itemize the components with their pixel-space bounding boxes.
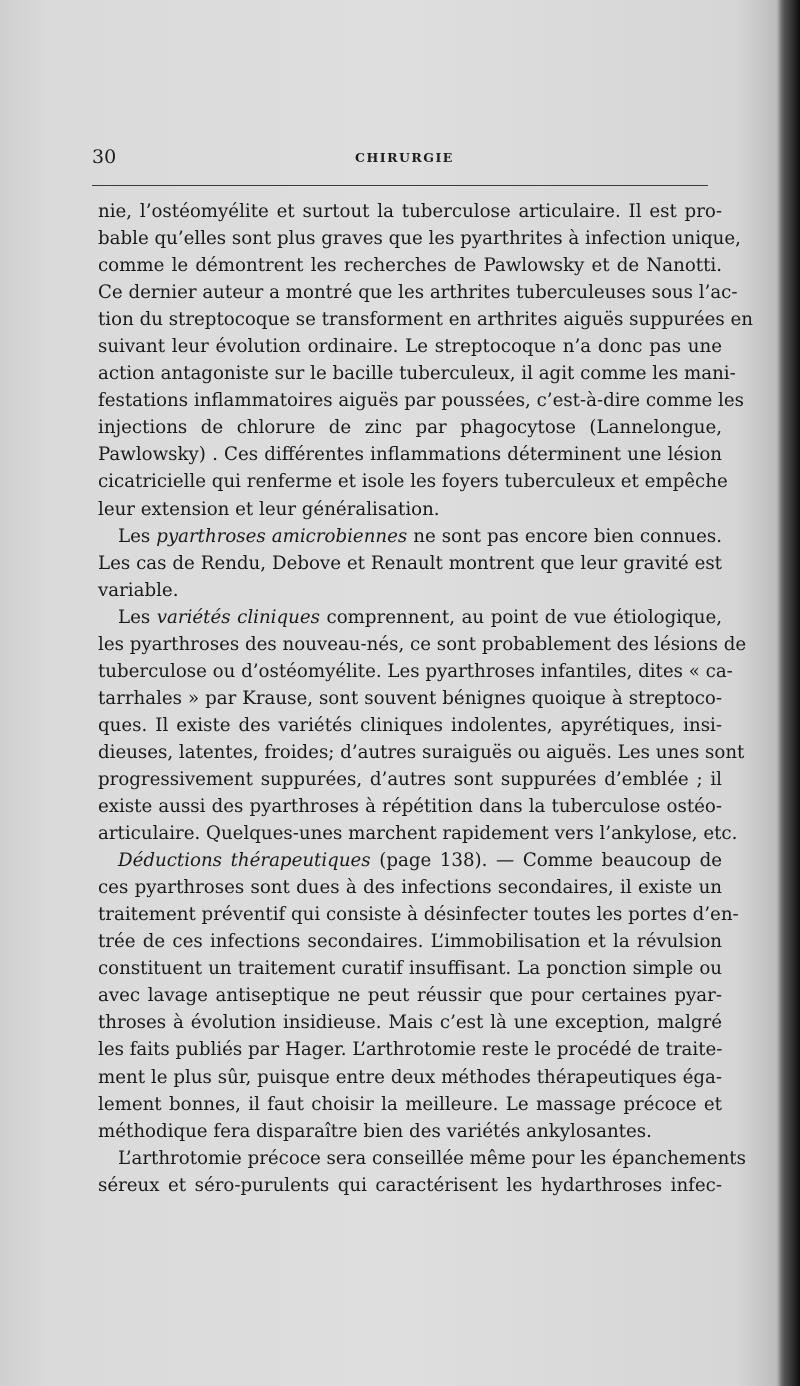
text-line bbox=[98, 604, 722, 631]
running-head: CHIRURGIE bbox=[355, 150, 454, 165]
text-segment: Les bbox=[118, 606, 157, 628]
text-line: Ce dernier auteur a montré que les arthrites tuberculeuses sous l’ac- bbox=[98, 282, 738, 304]
page-number: 30 bbox=[92, 146, 117, 168]
text-line: constituent un traitement curatif insuffisant. La ponction simple ou bbox=[98, 958, 722, 980]
text-line: dieuses, latentes, froides; d’autres suraiguës ou aiguës. Les unes sont bbox=[98, 741, 745, 763]
text-line: tarrhales » par Krause, sont souvent bénignes quoique à streptoco- bbox=[98, 687, 722, 709]
text-segment: (page 138). — Comme beaucoup de bbox=[370, 850, 723, 872]
text-line: action antagoniste sur le bacille tuberculeux, il agit comme les mani- bbox=[98, 363, 736, 385]
text-line: festations inflammatoires aiguës par poussées, c’est-à-dire comme les bbox=[98, 390, 744, 412]
book-spine-shadow bbox=[778, 0, 800, 1386]
text-line: séreux et séro-purulents qui caractérisent les hydarthroses infec- bbox=[98, 1174, 722, 1196]
text-line: L’arthrotomie précoce sera conseillée même pour les épanchements bbox=[118, 1147, 746, 1169]
text-line: bable qu’elles sont plus graves que les pyarthrites à infection unique, bbox=[98, 228, 741, 250]
text-line: les faits publiés par Hager. L’arthrotomie reste le procédé de traite- bbox=[98, 1039, 723, 1061]
text-line: Les cas de Rendu, Debove et Renault montrent que leur gravité est bbox=[98, 552, 722, 574]
text-line: throses à évolution insidieuse. Mais c’est là une exception, malgré bbox=[98, 1012, 722, 1034]
text-line: ques. Il existe des variétés cliniques indolentes, apyrétiques, insi- bbox=[98, 714, 722, 736]
text-line: articulaire. Quelques-unes marchent rapidement vers l’ankylose, etc. bbox=[98, 823, 738, 845]
italic-term: Déductions thérapeutiques bbox=[118, 850, 371, 872]
italic-term: variétés cliniques bbox=[156, 606, 320, 628]
text-segment: ne sont pas encore bien connues. bbox=[407, 525, 722, 547]
text-line bbox=[98, 523, 722, 550]
text-line: méthodique fera disparaître bien des variétés ankylosantes. bbox=[98, 1120, 652, 1142]
text-line: comme le démontrent les recherches de Pawlowsky et de Nanotti. bbox=[98, 255, 722, 277]
text-line: leur extension et leur généralisation. bbox=[98, 498, 440, 520]
text-line: progressivement suppurées, d’autres sont suppurées d’emblée ; il bbox=[98, 768, 722, 790]
text-line: injections de chlorure de zinc par phagocytose (Lannelongue, bbox=[98, 417, 722, 439]
text-line: ces pyarthroses sont dues à des infections secondaires, il existe un bbox=[98, 877, 722, 899]
page-header bbox=[92, 144, 712, 174]
text-line bbox=[98, 847, 722, 874]
header-rule bbox=[92, 185, 708, 186]
italic-term: pyarthroses amicrobiennes bbox=[156, 525, 408, 547]
text-segment: comprennent, au point de vue étiologique, bbox=[319, 606, 722, 628]
text-line: les pyarthroses des nouveau-nés, ce sont probablement des lésions de bbox=[98, 633, 747, 655]
text-line: existe aussi des pyarthroses à répétition dans la tuberculose ostéo- bbox=[98, 796, 722, 818]
text-line: lement bonnes, il faut choisir la meilleure. Le massage précoce et bbox=[98, 1093, 722, 1115]
text-line: tion du streptocoque se transforment en arthrites aiguës suppurées en bbox=[98, 309, 753, 331]
text-line: tuberculose ou d’ostéomyélite. Les pyarthroses infantiles, dites « ca- bbox=[98, 660, 733, 682]
text-line: variable. bbox=[98, 579, 179, 601]
text-line: suivant leur évolution ordinaire. Le streptocoque n’a donc pas une bbox=[98, 336, 722, 358]
body-text bbox=[98, 198, 753, 1199]
text-segment: Les bbox=[118, 525, 157, 547]
text-line: cicatricielle qui renferme et isole les foyers tuberculeux et empêche bbox=[98, 471, 728, 493]
text-line: nie, l’ostéomyélite et surtout la tuberculose articulaire. Il est pro- bbox=[98, 201, 722, 222]
text-line: traitement préventif qui consiste à désinfecter toutes les portes d’en- bbox=[98, 904, 739, 926]
text-line: avec lavage antiseptique ne peut réussir que pour certaines pyar- bbox=[98, 985, 722, 1007]
text-line: trée de ces infections secondaires. L’immobilisation et la révulsion bbox=[98, 931, 722, 953]
text-line: ment le plus sûr, puisque entre deux méthodes thérapeutiques éga- bbox=[98, 1066, 722, 1088]
text-line: Pawlowsky) . Ces différentes inflammations déterminent une lésion bbox=[98, 444, 722, 466]
